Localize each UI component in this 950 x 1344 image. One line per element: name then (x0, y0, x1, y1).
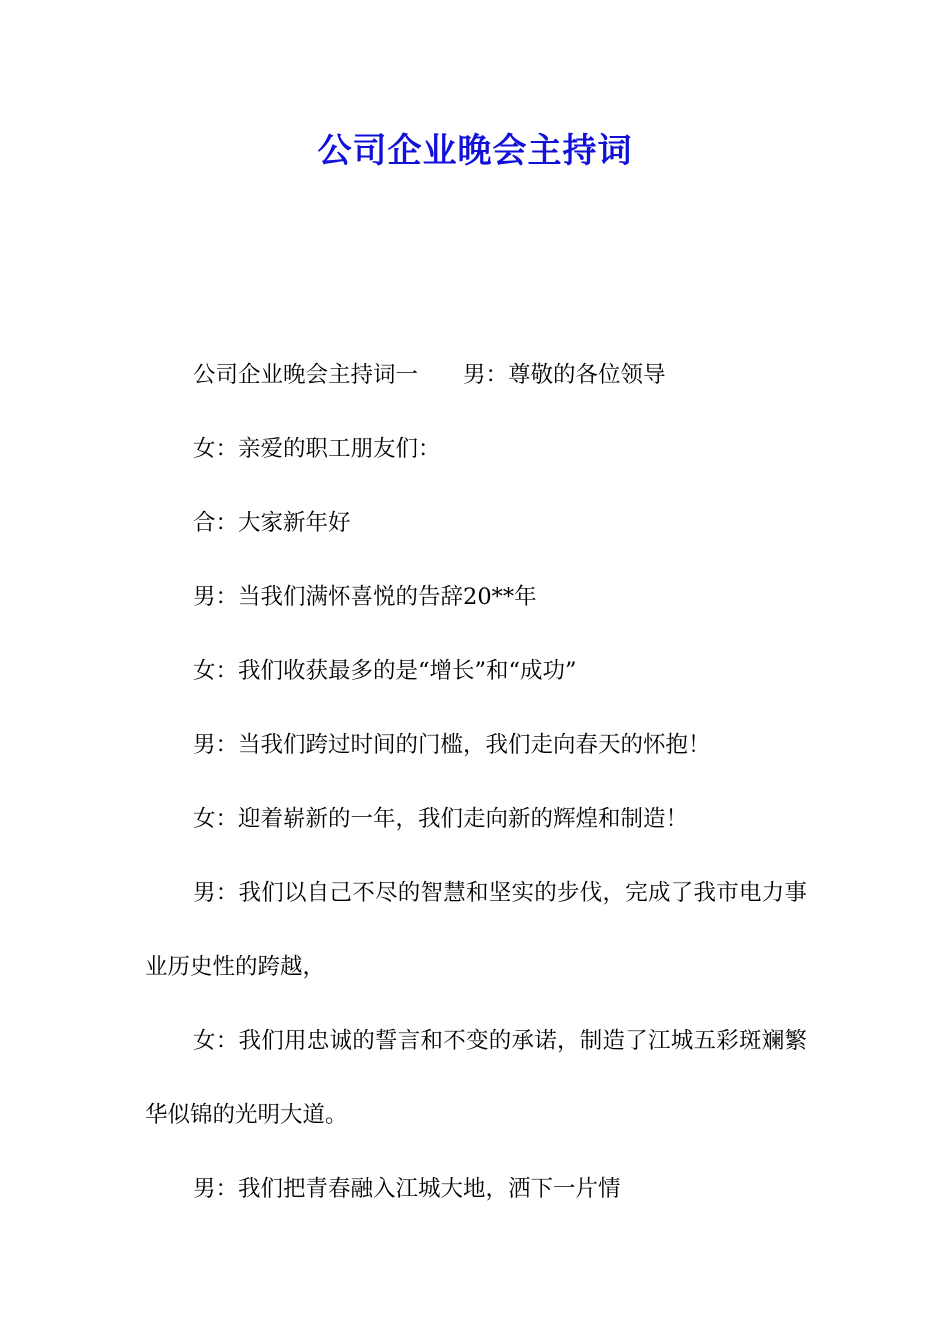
paragraph-5: 女：我们收获最多的是“增长”和“成功” (193, 658, 577, 684)
paragraph-7: 女：迎着崭新的一年，我们走向新的辉煌和制造！ (193, 806, 689, 832)
paragraph-9: 女：我们用忠诚的誓言和不变的承诺，制造了江城五彩斑斓繁华似锦的光明大道。 (145, 1028, 807, 1128)
document-title: 公司企业晚会主持词 (317, 131, 633, 171)
paragraph-2: 女：亲爱的职工朋友们： (193, 436, 441, 462)
paragraph-4: 男：当我们满怀喜悦的告辞20**年 (193, 584, 537, 610)
document-body (145, 338, 807, 1226)
paragraph-3: 合：大家新年好 (193, 510, 351, 536)
paragraph-1: 公司企业晚会主持词一 男：尊敬的各位领导 (193, 362, 666, 388)
paragraph-10: 男：我们把青春融入江城大地，洒下一片情 (193, 1176, 621, 1202)
paragraph-8: 男：我们以自己不尽的智慧和坚实的步伐，完成了我市电力事业历史性的跨越， (145, 880, 807, 980)
paragraph-6: 男：当我们跨过时间的门槛，我们走向春天的怀抱！ (193, 732, 711, 758)
